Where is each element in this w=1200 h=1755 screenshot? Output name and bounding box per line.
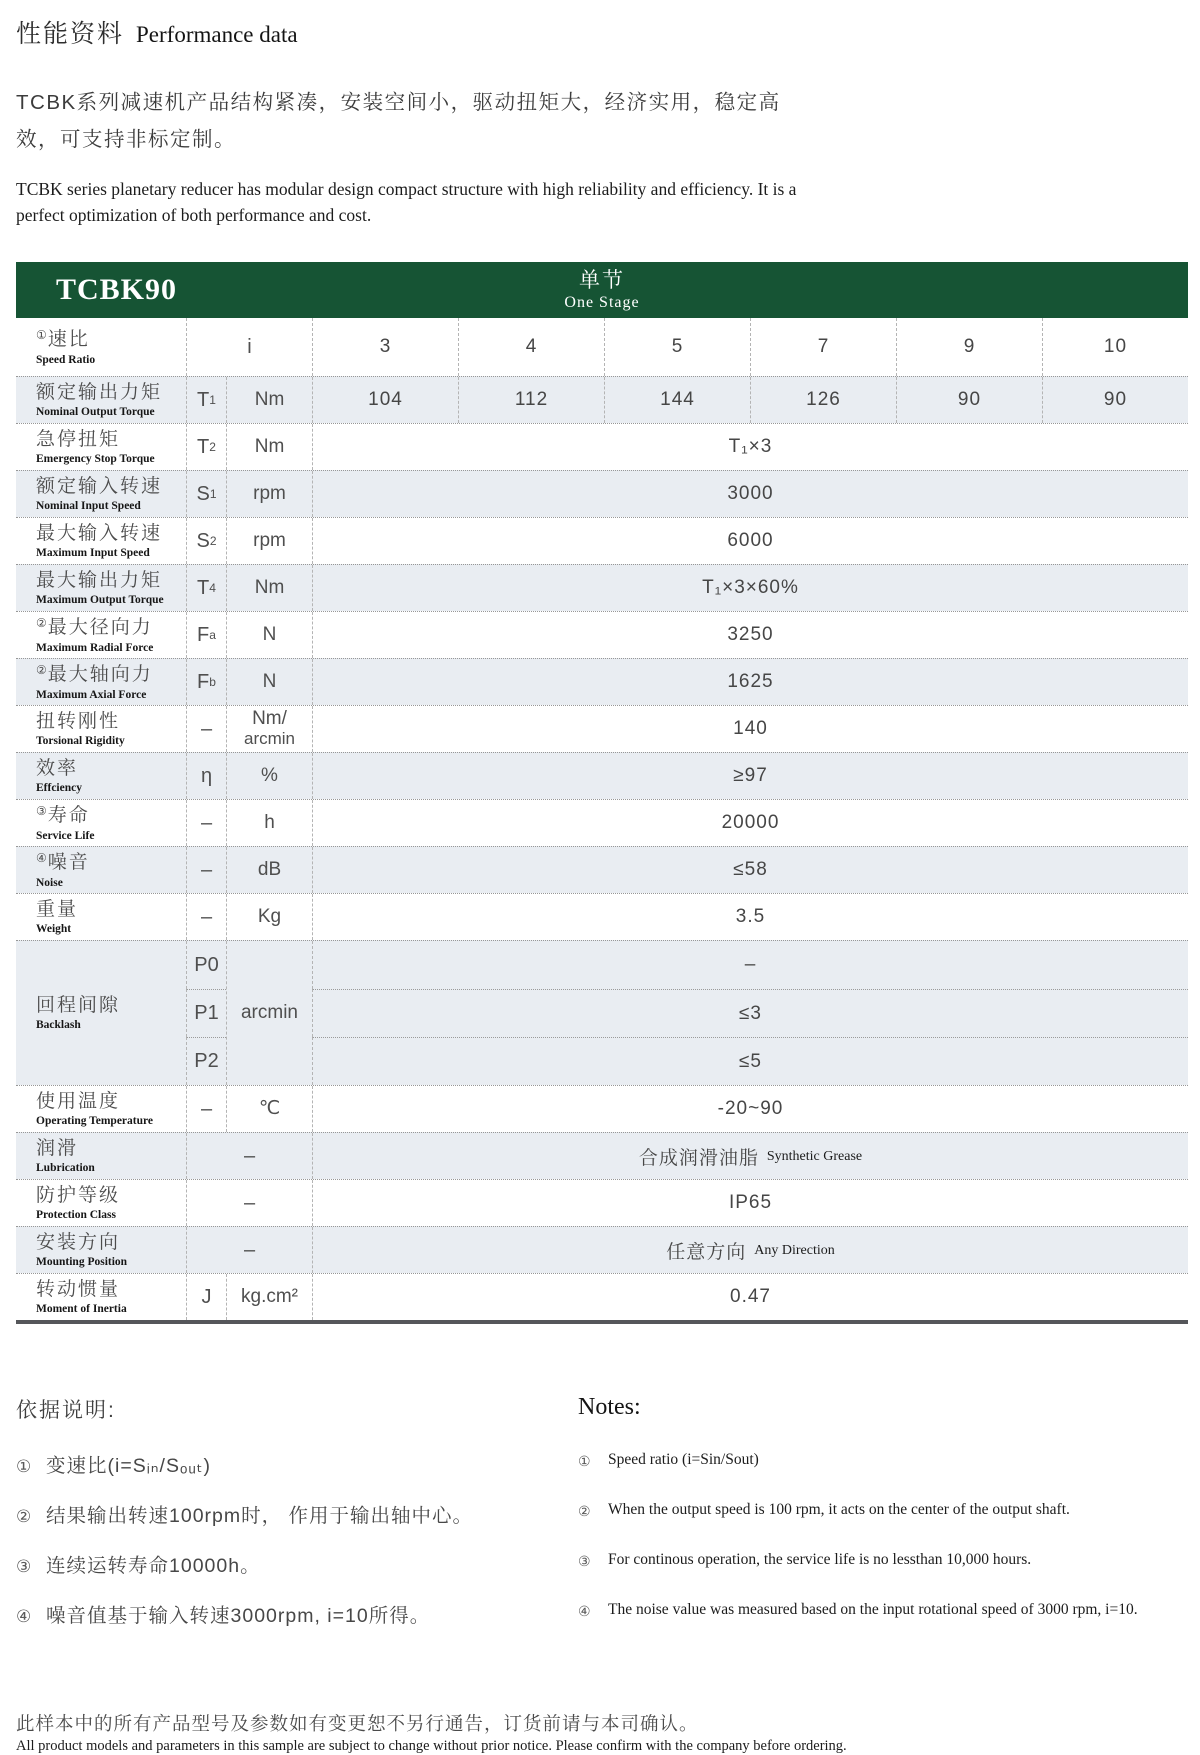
cell-value: 9 bbox=[896, 318, 1042, 376]
cell-value: 112 bbox=[458, 377, 604, 423]
row-label bbox=[16, 800, 186, 846]
row-symbol-unit-merged: – bbox=[186, 1133, 312, 1179]
note-text: When the output speed is 100 rpm, it acts on the center of the output shaft. bbox=[608, 1501, 1070, 1518]
row-symbol-unit-merged: – bbox=[186, 1227, 312, 1273]
row-unit: ℃ bbox=[226, 1086, 312, 1132]
note-item bbox=[16, 1502, 578, 1531]
row-unit: arcmin bbox=[226, 941, 312, 1085]
note-marker: ① bbox=[578, 1453, 591, 1469]
row-label-zh: 回程间隙 bbox=[36, 995, 121, 1016]
row-label-zh: 额定输出力矩 bbox=[36, 382, 163, 403]
row-label-zh: 润滑 bbox=[36, 1138, 79, 1159]
spec-row bbox=[16, 799, 1188, 846]
row-label-zh: 安装方向 bbox=[36, 1232, 121, 1253]
row-unit: Nm/ arcmin bbox=[226, 706, 312, 752]
row-label-en: Noise bbox=[36, 876, 63, 889]
spec-row bbox=[16, 658, 1188, 705]
notes-title-en: Notes: bbox=[578, 1394, 641, 1420]
note-marker: ② bbox=[16, 1507, 33, 1526]
row-symbol: – bbox=[186, 894, 226, 940]
stage-label-zh: 单节 bbox=[579, 268, 625, 292]
row-label-zh: 效率 bbox=[36, 758, 79, 779]
spec-row bbox=[16, 752, 1188, 799]
spec-row bbox=[16, 470, 1188, 517]
cell-value: 3 bbox=[312, 318, 458, 376]
intro-paragraph-en: TCBK series planetary reducer has modular design compact structure with high reliability and efficiency. It is a perfect optimization of both performance and cost. bbox=[16, 179, 797, 225]
row-label-zh: ②最大径向力 bbox=[36, 615, 153, 638]
row-label bbox=[16, 659, 186, 705]
row-label bbox=[16, 1180, 186, 1226]
row-label-en: Service Life bbox=[36, 829, 95, 842]
cell-value-span: 3250 bbox=[312, 612, 1188, 658]
row-symbol: J bbox=[186, 1274, 226, 1320]
row-symbol: P2 bbox=[186, 1037, 226, 1085]
note-marker: ① bbox=[16, 1457, 33, 1476]
cell-value-span: 1625 bbox=[312, 659, 1188, 705]
spec-row bbox=[16, 1179, 1188, 1226]
cell-value: – bbox=[312, 941, 1188, 989]
row-label-en: Effciency bbox=[36, 782, 82, 794]
note-marker: ③ bbox=[16, 1557, 33, 1576]
row-label-zh: ③寿命 bbox=[36, 803, 90, 826]
cell-value-span: ≥97 bbox=[312, 753, 1188, 799]
spec-row bbox=[16, 940, 1188, 1085]
row-symbol: T 2 bbox=[186, 424, 226, 470]
spec-row bbox=[16, 517, 1188, 564]
row-symbol: S 2 bbox=[186, 518, 226, 564]
row-label-en: Maximum Axial Force bbox=[36, 688, 147, 701]
table-body bbox=[16, 318, 1188, 1320]
row-unit: kg.cm² bbox=[226, 1274, 312, 1320]
note-marker: ③ bbox=[36, 803, 47, 818]
page-footer bbox=[16, 1710, 1187, 1755]
note-marker: ① bbox=[36, 327, 47, 342]
row-label-en: Maximum Radial Force bbox=[36, 641, 154, 654]
stage-header bbox=[276, 269, 928, 312]
note-marker: ② bbox=[578, 1503, 591, 1519]
row-unit: Nm bbox=[226, 377, 312, 423]
footer-disclaimer-en: All product models and parameters in this sample are subject to change without prior notice. Please confirm with the company before ordering. bbox=[16, 1738, 847, 1754]
notes-column-zh bbox=[16, 1394, 578, 1652]
note-text: For continous operation, the service life is no lessthan 10,000 hours. bbox=[608, 1551, 1032, 1568]
cell-value-span: T₁×3 bbox=[312, 424, 1188, 470]
spec-row bbox=[16, 611, 1188, 658]
spec-row bbox=[16, 1132, 1188, 1179]
row-label-zh: 防护等级 bbox=[36, 1185, 121, 1206]
row-label bbox=[16, 1227, 186, 1273]
row-label bbox=[16, 612, 186, 658]
cell-value-span: IP65 bbox=[312, 1180, 1188, 1226]
cell-value-span: ≤58 bbox=[312, 847, 1188, 893]
note-marker: ② bbox=[36, 662, 47, 677]
row-label-en: Backlash bbox=[36, 1019, 81, 1031]
row-label-zh: 转动惯量 bbox=[36, 1279, 121, 1300]
row-label bbox=[16, 377, 186, 423]
row-label-en: Maximum Input Speed bbox=[36, 547, 150, 559]
cell-value: ≤5 bbox=[312, 1037, 1188, 1085]
note-text: Speed ratio (i=Sin/Sout) bbox=[608, 1451, 759, 1468]
note-item bbox=[578, 1599, 1187, 1622]
performance-table bbox=[16, 262, 1188, 1324]
note-marker: ④ bbox=[578, 1603, 591, 1619]
spec-row bbox=[16, 705, 1188, 752]
row-symbol: – bbox=[186, 1086, 226, 1132]
row-symbol: F a bbox=[186, 612, 226, 658]
page-title-zh: 性能资料 bbox=[16, 20, 125, 48]
row-label bbox=[16, 1086, 186, 1132]
row-unit: rpm bbox=[226, 518, 312, 564]
cell-value-span: -20~90 bbox=[312, 1086, 1188, 1132]
cell-value-span: 合成润滑油脂 Synthetic Grease bbox=[312, 1133, 1188, 1179]
note-marker: ② bbox=[36, 615, 47, 630]
row-label-en: Weight bbox=[36, 923, 72, 935]
row-label-zh: 扭转刚性 bbox=[36, 711, 121, 732]
spec-row bbox=[16, 564, 1188, 611]
notes-column-en bbox=[578, 1394, 1187, 1652]
row-label bbox=[16, 565, 186, 611]
row-symbol: – bbox=[186, 800, 226, 846]
spec-row bbox=[16, 318, 1188, 376]
note-item bbox=[578, 1549, 1187, 1572]
notes-list-en bbox=[578, 1449, 1187, 1622]
row-symbol: S 1 bbox=[186, 471, 226, 517]
row-label bbox=[16, 847, 186, 893]
model-name: TCBK90 bbox=[56, 273, 178, 306]
page-title-en: Performance data bbox=[136, 22, 298, 47]
cell-value: 144 bbox=[604, 377, 750, 423]
note-text: 结果输出转速100rpm时， 作用于输出轴中心。 bbox=[46, 1505, 474, 1527]
row-unit: Nm bbox=[226, 424, 312, 470]
note-text: 噪音值基于输入转速3000rpm, i=10所得。 bbox=[46, 1605, 431, 1627]
row-label-zh: 最大输出力矩 bbox=[36, 570, 163, 591]
row-label-en: Nominal Output Torque bbox=[36, 406, 155, 418]
note-text: 连续运转寿命10000h。 bbox=[46, 1555, 261, 1577]
row-symbol: – bbox=[186, 706, 226, 752]
cell-value: 4 bbox=[458, 318, 604, 376]
row-unit: N bbox=[226, 612, 312, 658]
note-item bbox=[16, 1552, 578, 1581]
table-header-band bbox=[16, 262, 1188, 318]
row-label bbox=[16, 318, 186, 376]
row-label bbox=[16, 424, 186, 470]
note-item bbox=[16, 1602, 578, 1631]
cell-value-en: Any Direction bbox=[754, 1243, 835, 1258]
row-label-zh: 重量 bbox=[36, 899, 79, 920]
cell-value: 10 bbox=[1042, 318, 1188, 376]
row-label-en: Speed Ratio bbox=[36, 353, 96, 366]
row-label-en: Maximum Output Torque bbox=[36, 594, 164, 606]
row-symbol: F b bbox=[186, 659, 226, 705]
footer-disclaimer-zh: 此样本中的所有产品型号及参数如有变更恕不另行通告，订货前请与本司确认。 bbox=[16, 1713, 699, 1734]
note-marker: ④ bbox=[36, 850, 47, 865]
spec-row bbox=[16, 893, 1188, 940]
cell-value: 5 bbox=[604, 318, 750, 376]
spec-row bbox=[16, 1273, 1188, 1320]
notes-title-zh: 依据说明: bbox=[16, 1399, 116, 1422]
spec-row bbox=[16, 1226, 1188, 1273]
cell-value-span: 6000 bbox=[312, 518, 1188, 564]
cell-value-span: 3.5 bbox=[312, 894, 1188, 940]
note-item bbox=[16, 1452, 578, 1481]
row-label bbox=[16, 894, 186, 940]
cell-value: ≤3 bbox=[312, 989, 1188, 1037]
row-unit: rpm bbox=[226, 471, 312, 517]
row-symbol: η bbox=[186, 753, 226, 799]
row-label-en: Protection Class bbox=[36, 1209, 116, 1221]
row-symbol: P0 bbox=[186, 941, 226, 989]
note-item bbox=[578, 1499, 1187, 1522]
row-label-zh: 急停扭矩 bbox=[36, 429, 121, 450]
cell-value: 104 bbox=[312, 377, 458, 423]
note-text: 变速比(i=Sᵢₙ/Sₒᵤₜ) bbox=[46, 1455, 212, 1477]
row-label bbox=[16, 518, 186, 564]
row-label bbox=[16, 706, 186, 752]
note-marker: ④ bbox=[16, 1607, 33, 1626]
row-label-zh: 最大输入转速 bbox=[36, 523, 163, 544]
row-label bbox=[16, 1133, 186, 1179]
row-label bbox=[16, 471, 186, 517]
note-item bbox=[578, 1449, 1187, 1472]
cell-value-span: 140 bbox=[312, 706, 1188, 752]
cell-value-span: 20000 bbox=[312, 800, 1188, 846]
note-marker: ③ bbox=[578, 1553, 591, 1569]
row-label-en: Operating Temperature bbox=[36, 1115, 154, 1127]
row-label-zh: ④噪音 bbox=[36, 850, 90, 873]
row-unit: % bbox=[226, 753, 312, 799]
cell-value-span: 任意方向 Any Direction bbox=[312, 1227, 1188, 1273]
row-label-zh: 额定输入转速 bbox=[36, 476, 163, 497]
cell-value: 90 bbox=[896, 377, 1042, 423]
row-label bbox=[16, 941, 186, 1085]
row-symbol: T 4 bbox=[186, 565, 226, 611]
notes-list-zh bbox=[16, 1452, 578, 1631]
cell-value-span: 3000 bbox=[312, 471, 1188, 517]
cell-value-en: Synthetic Grease bbox=[766, 1149, 863, 1164]
spec-row bbox=[16, 846, 1188, 893]
row-symbol: P1 bbox=[186, 989, 226, 1037]
row-symbol: T 1 bbox=[186, 377, 226, 423]
row-label-zh: ①速比 bbox=[36, 327, 90, 350]
row-label-en: Moment of Inertia bbox=[36, 1303, 127, 1315]
cell-value: 90 bbox=[1042, 377, 1188, 423]
row-label-en: Emergency Stop Torque bbox=[36, 453, 155, 465]
row-symbol-unit-merged: i bbox=[186, 318, 312, 376]
row-label-zh: 使用温度 bbox=[36, 1091, 121, 1112]
row-label bbox=[16, 753, 186, 799]
row-unit: Kg bbox=[226, 894, 312, 940]
cell-value-span: T₁×3×60% bbox=[312, 565, 1188, 611]
row-unit: N bbox=[226, 659, 312, 705]
row-unit: Nm bbox=[226, 565, 312, 611]
intro-paragraph-zh: TCBK系列减速机产品结构紧凑，安装空间小，驱动扭矩大，经济实用，稳定高效，可支持非标定制。 bbox=[16, 91, 781, 151]
spec-row bbox=[16, 376, 1188, 423]
cell-value: 7 bbox=[750, 318, 896, 376]
row-unit: dB bbox=[226, 847, 312, 893]
row-label-en: Nominal Input Speed bbox=[36, 500, 141, 512]
row-symbol-unit-merged: – bbox=[186, 1180, 312, 1226]
row-unit: h bbox=[226, 800, 312, 846]
note-text: The noise value was measured based on the input rotational speed of 3000 rpm, i=10. bbox=[608, 1601, 1138, 1618]
row-label-en: Lubrication bbox=[36, 1162, 95, 1174]
page-title bbox=[16, 14, 1187, 50]
spec-row bbox=[16, 423, 1188, 470]
notes-section bbox=[16, 1394, 1187, 1652]
row-label-en: Mounting Position bbox=[36, 1256, 128, 1268]
cell-value: 126 bbox=[750, 377, 896, 423]
row-label-en: Torsional Rigidity bbox=[36, 735, 125, 747]
cell-value-span: 0.47 bbox=[312, 1274, 1188, 1320]
spec-row bbox=[16, 1085, 1188, 1132]
row-symbol: – bbox=[186, 847, 226, 893]
row-label-zh: ②最大轴向力 bbox=[36, 662, 153, 685]
row-label bbox=[16, 1274, 186, 1320]
stage-label-en: One Stage bbox=[564, 293, 640, 311]
